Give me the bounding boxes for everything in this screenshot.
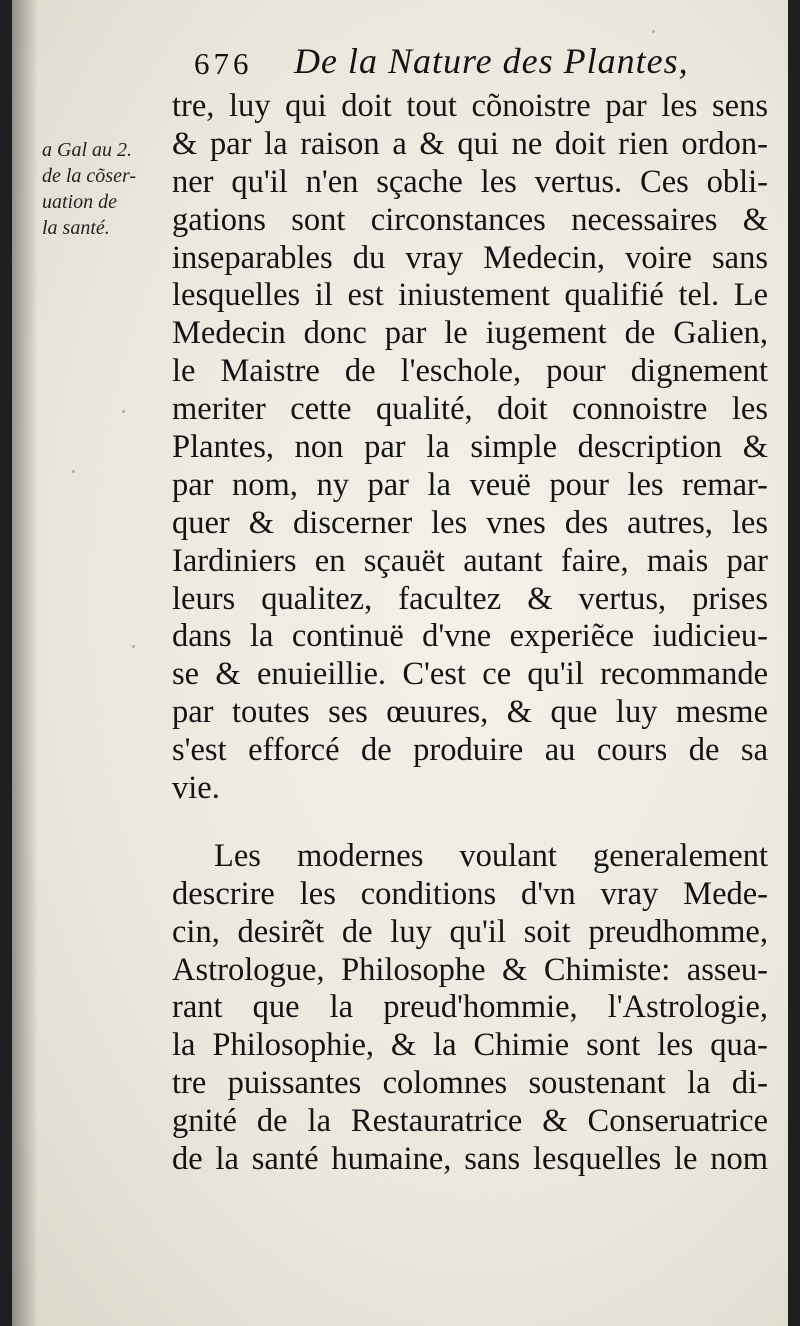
paper-speck bbox=[72, 470, 75, 473]
marginal-note bbox=[42, 137, 172, 241]
text-line: gnité de la Restauratrice & Conseruatrice bbox=[172, 1103, 768, 1140]
marginal-note-line: a Gal au 2. bbox=[42, 139, 132, 161]
text-line: Les modernes voulant generalement bbox=[214, 837, 768, 874]
text-line: vie. bbox=[172, 770, 220, 807]
paper-speck bbox=[652, 30, 655, 33]
text-line: gations sont circonstances necessaires & bbox=[172, 201, 768, 238]
running-title: De la Nature des Plantes, bbox=[294, 41, 689, 81]
text-line: rant que la preud'hommie, l'Astrologie, bbox=[172, 989, 768, 1026]
text-line: de la santé humaine, sans lesquelles le nom bbox=[172, 1141, 768, 1178]
text-line: Astrologue, Philosophe & Chimiste: asseu- bbox=[172, 951, 768, 988]
text-line: dans la continuë d'vne experiẽce iudicieu- bbox=[172, 618, 768, 655]
text-line: le Maistre de l'eschole, pour dignement bbox=[172, 353, 768, 390]
paper-speck bbox=[122, 410, 125, 413]
marginal-note-line: de la cõser- bbox=[42, 165, 137, 187]
text-line: & par la raison a & qui ne doit rien ordon- bbox=[172, 125, 768, 162]
body-text bbox=[172, 88, 768, 1179]
marginal-note-line: la santé. bbox=[42, 217, 110, 239]
page-number: 676 bbox=[194, 46, 253, 81]
spine-shadow bbox=[12, 0, 38, 1326]
text-line: inseparables du vray Medecin, voire sans bbox=[172, 239, 768, 276]
running-head bbox=[182, 40, 742, 90]
text-line: par nom, ny par la veuë pour les remar- bbox=[172, 466, 768, 503]
paragraph-gap bbox=[172, 808, 768, 838]
marginal-note-line: uation de bbox=[42, 191, 117, 213]
text-line: meriter cette qualité, doit connoistre les bbox=[172, 391, 768, 428]
text-line: lesquelles il est iniustement qualifié tel. Le bbox=[172, 277, 768, 314]
text-line: Iardiniers en sçauët autant faire, mais par bbox=[172, 542, 768, 579]
paper-speck bbox=[132, 645, 135, 648]
text-line: la Philosophie, & la Chimie sont les qua- bbox=[172, 1027, 768, 1064]
text-line: se & enuieillie. C'est ce qu'il recommande bbox=[172, 656, 768, 693]
paragraph-1 bbox=[172, 88, 768, 808]
text-line: cin, desirẽt de luy qu'il soit preudhomme, bbox=[172, 913, 768, 950]
text-line: Plantes, non par la simple description & bbox=[172, 429, 768, 466]
text-line: Medecin donc par le iugement de Galien, bbox=[172, 315, 768, 352]
text-line: s'est efforcé de produire au cours de sa bbox=[172, 732, 768, 769]
paragraph-2 bbox=[172, 838, 768, 1179]
text-line: quer & discerner les vnes des autres, les bbox=[172, 504, 768, 541]
text-line: par toutes ses œuures, & que luy mesme bbox=[172, 694, 768, 731]
text-line: ner qu'il n'en sçache les vertus. Ces obli- bbox=[172, 163, 768, 200]
text-line: tre, luy qui doit tout cõnoistre par les sens bbox=[172, 88, 768, 124]
book-page bbox=[12, 0, 788, 1326]
text-line: descrire les conditions d'vn vray Mede- bbox=[172, 875, 768, 912]
text-line: leurs qualitez, facultez & vertus, prises bbox=[172, 580, 768, 617]
text-line: tre puissantes colomnes soustenant la di- bbox=[172, 1065, 768, 1102]
